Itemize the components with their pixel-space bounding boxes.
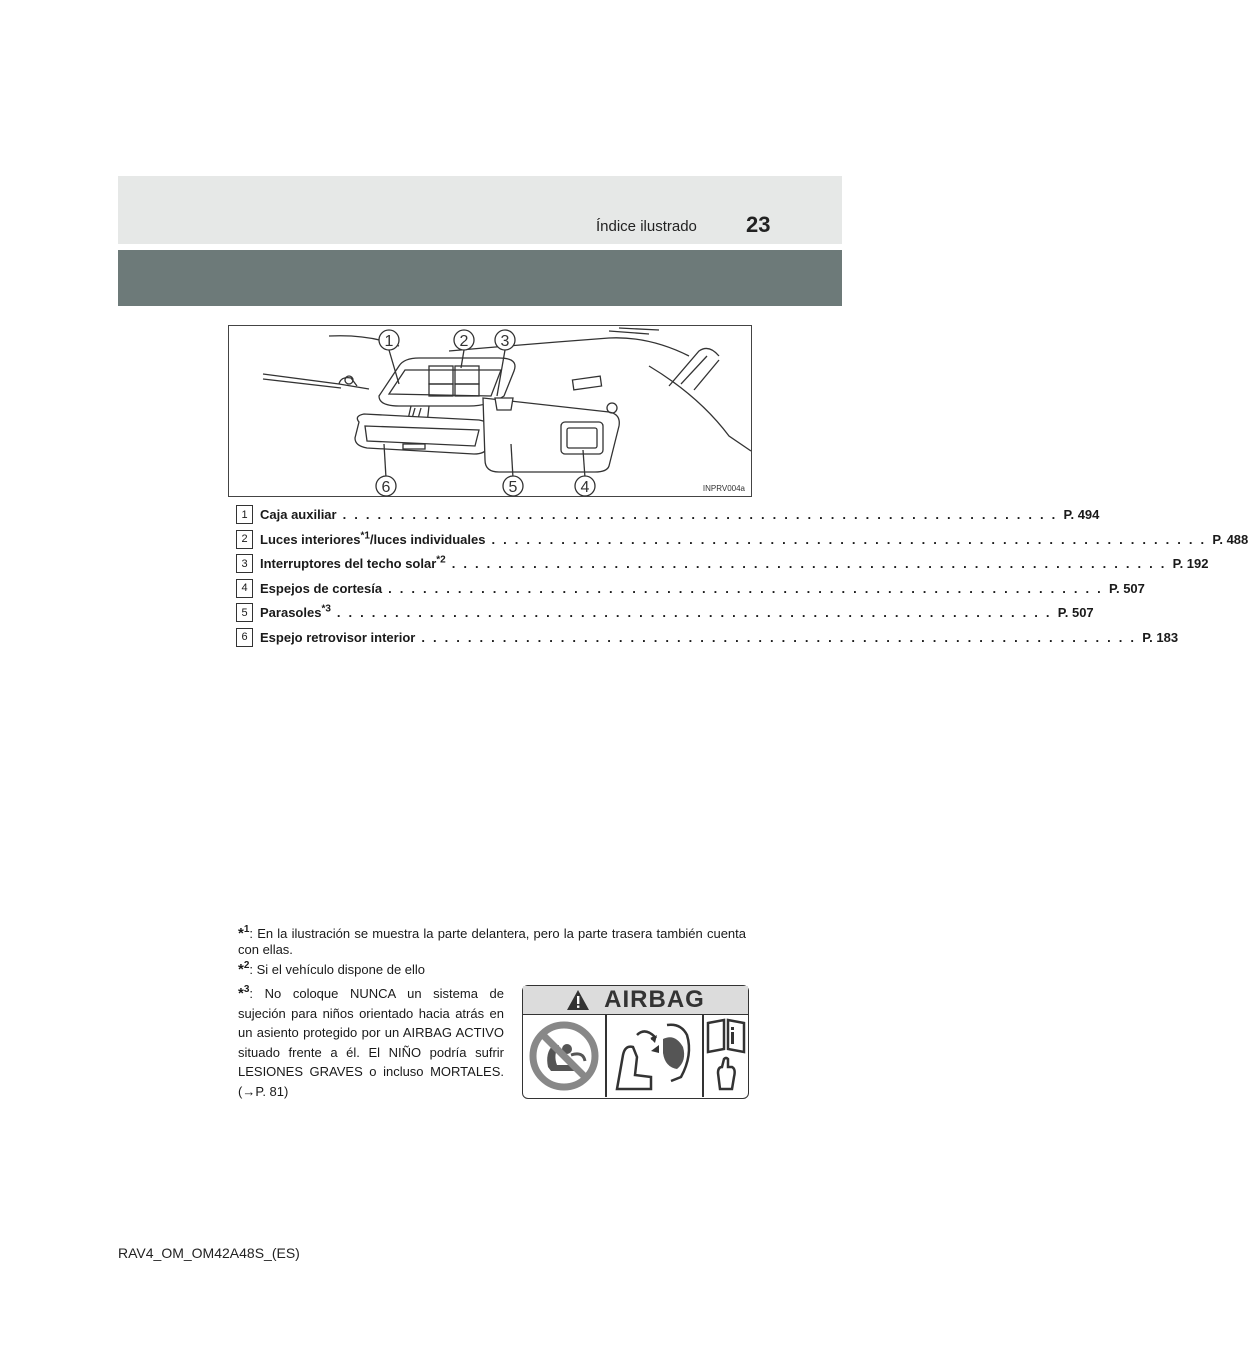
- overhead-console-drawing: [229, 326, 751, 496]
- footnotes: [238, 922, 746, 1099]
- item-page-ref[interactable]: P. 494: [1063, 507, 1100, 522]
- document-code: RAV4_OM_OM42A48S_(ES): [118, 1245, 300, 1261]
- item-page-ref[interactable]: P. 488: [1212, 531, 1248, 547]
- item-page-ref[interactable]: P. 192: [1172, 556, 1209, 571]
- list-item: [236, 530, 1248, 555]
- section-title: Índice ilustrado: [596, 218, 697, 235]
- header-band: [118, 176, 842, 244]
- callout-1: 1: [384, 333, 394, 350]
- item-label: Luces interiores$^{*1}$/luces individuales: [260, 530, 486, 547]
- item-page-ref[interactable]: P. 507: [1057, 605, 1094, 620]
- leader-dots: . . . . . . . . . . . . . . . . . . . . . . . . . . . . . . . . . . . . . . . . . . . . . . . . . . . . . . . . . . . . . .: [421, 629, 1137, 645]
- footnote-1: *$^1$: En la ilustración se muestra la parte delantera, pero la parte trasera también cuenta con ellas.: [238, 924, 746, 957]
- item-number: 4: [236, 579, 253, 598]
- item-number: 6: [236, 628, 253, 647]
- no-rear-facing-seat-icon: [523, 1015, 605, 1097]
- item-label: Caja auxiliar: [260, 507, 337, 522]
- item-label: Espejos de cortesía: [260, 580, 383, 596]
- leader-dots: . . . . . . . . . . . . . . . . . . . . . . . . . . . . . . . . . . . . . . . . . . . . . . . . . . . . . . . . . . . . . .: [491, 531, 1207, 547]
- list-item: [236, 628, 1179, 653]
- callout-4: 4: [580, 479, 590, 496]
- leader-dots: . . . . . . . . . . . . . . . . . . . . . . . . . . . . . . . . . . . . . . . . . . . . . . . . . . . . . . . . . . . . . .: [388, 580, 1103, 596]
- item-label: Espejo retrovisor interior: [260, 629, 416, 645]
- figure-code: INPRV004a: [702, 484, 745, 493]
- footnote-mark: *2: [436, 554, 446, 566]
- callout-6: 6: [381, 479, 391, 496]
- item-page-ref[interactable]: P. 183: [1142, 629, 1179, 645]
- airbag-label-header: [523, 986, 748, 1015]
- header-bar: [118, 250, 842, 306]
- footnote-mark: *1: [360, 530, 370, 542]
- leader-dots: . . . . . . . . . . . . . . . . . . . . . . . . . . . . . . . . . . . . . . . . . . . . . . . . . . . . . . . . . . . . . .: [451, 556, 1167, 571]
- callout-2: 2: [459, 333, 469, 350]
- list-item: [236, 603, 1094, 628]
- interior-illustration: [228, 325, 752, 497]
- footnote-3: *$^3$: No coloque NUNCA un sistema de sujeción para niños orientado hacia atrás en un asiento protegido por un AIRBAG ACTIVO situado frente a él. El NIÑO podría sufrir LESIONES GRAVES o incluso MORTALES. (→P. 81): [238, 984, 504, 1099]
- item-label: Parasoles$^{*3}$: [260, 603, 331, 620]
- item-number: 1: [236, 505, 253, 524]
- item-number: 2: [236, 530, 253, 549]
- callout-3: 3: [500, 333, 510, 350]
- list-item: [236, 505, 1100, 530]
- item-label: Interruptores del techo solar$^{*2}$: [260, 554, 446, 571]
- page-number: 23: [746, 212, 771, 237]
- warning-triangle-icon: [566, 989, 590, 1011]
- airbag-warning-label: [522, 985, 749, 1099]
- leader-dots: . . . . . . . . . . . . . . . . . . . . . . . . . . . . . . . . . . . . . . . . . . . . . . . . . . . . . . . . . . . . . .: [336, 605, 1052, 620]
- item-number: 3: [236, 554, 253, 573]
- item-page-ref[interactable]: P. 507: [1108, 580, 1145, 596]
- footnote-mark: *3: [321, 603, 331, 615]
- airbag-deploy-icon: [607, 1015, 703, 1097]
- callout-5: 5: [508, 479, 518, 496]
- airbag-title: AIRBAG: [604, 986, 705, 1013]
- manual-info-icon: [704, 1015, 748, 1097]
- item-list: [236, 505, 1248, 652]
- footnote-2: *$^2$: Si el vehículo dispone de ello: [238, 960, 426, 978]
- item-number: 5: [236, 603, 253, 622]
- list-item: [236, 579, 1145, 604]
- list-item: [236, 554, 1209, 579]
- leader-dots: . . . . . . . . . . . . . . . . . . . . . . . . . . . . . . . . . . . . . . . . . . . . . . . . . . . . . . . . . . . . . .: [342, 507, 1058, 522]
